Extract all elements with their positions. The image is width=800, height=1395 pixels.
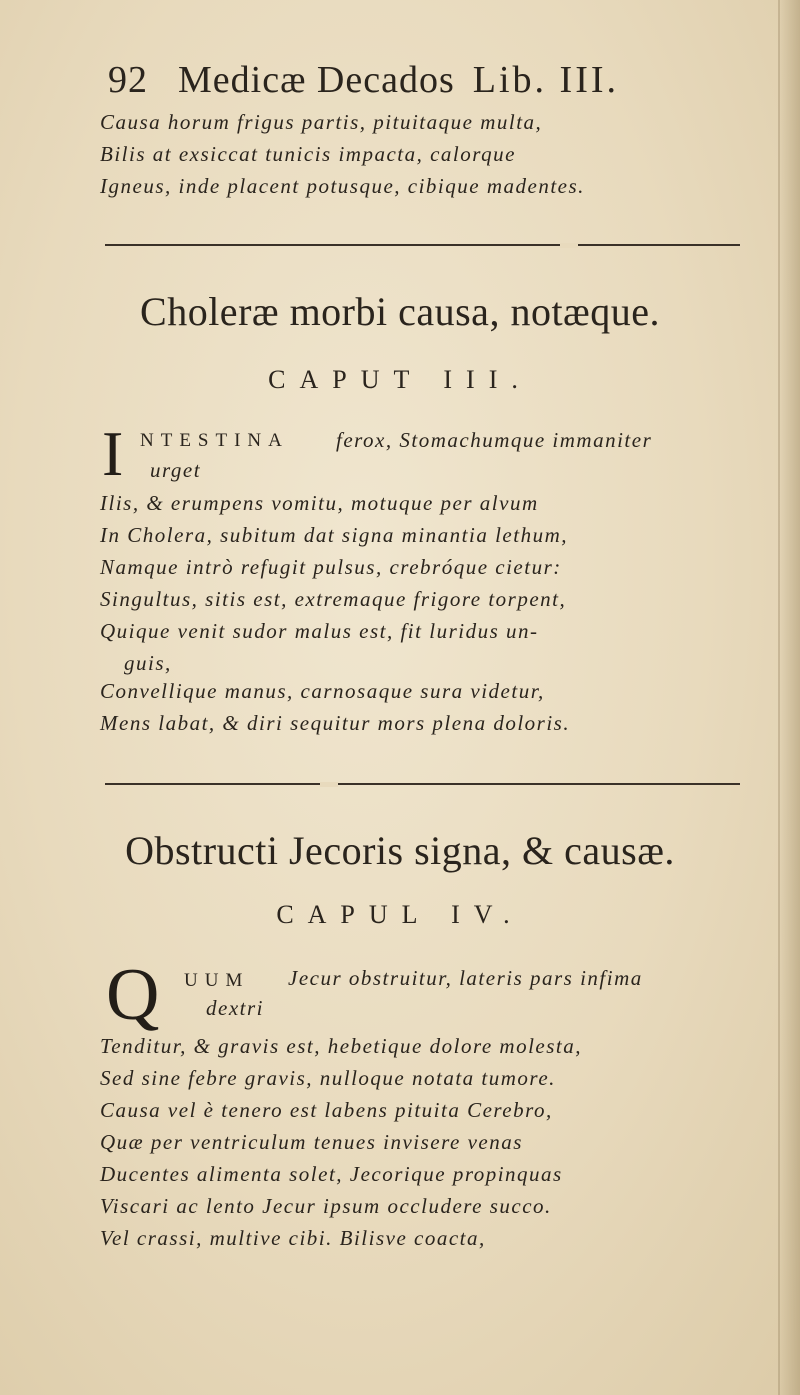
chapter4-verses	[100, 1030, 760, 1254]
page-number: 92	[108, 59, 148, 101]
verse-top	[100, 106, 760, 202]
chapter-title: Choleræ morbi causa, notæque.	[140, 289, 660, 334]
drop-cap: I	[102, 418, 124, 489]
verse-line: Sed sine febre gravis, nulloque notata tumore.	[100, 1066, 556, 1090]
verse-line: Bilis at exsiccat tunicis impacta, calorque	[100, 142, 516, 166]
verse-line: Tenditur, & gravis est, hebetique dolore molesta,	[100, 1034, 583, 1058]
first-word-caps: NTESTINA	[140, 430, 289, 451]
verse-line: Singultus, sitis est, extremaque frigore torpent,	[100, 587, 567, 611]
verse-line: Ducentes alimenta solet, Jecorique propinquas	[100, 1162, 563, 1186]
verse-line: Quæ per ventriculum tenues invisere venas	[100, 1130, 523, 1154]
drop-cap: Q	[106, 954, 160, 1036]
verse-line: Causa vel è tenero est labens pituita Cerebro,	[100, 1098, 553, 1122]
verse-line: Viscari ac lento Jecur ipsum occludere succo.	[100, 1194, 552, 1218]
verse-line: Vel crassi, multive cibi. Bilisve coacta,	[100, 1226, 486, 1250]
verse-line: Mens labat, & diri sequitur mors plena doloris.	[100, 711, 571, 735]
verse-line: Causa horum frigus partis, pituitaque multa,	[100, 110, 543, 134]
verse-line: In Cholera, subitum dat signa minantia lethum,	[100, 523, 568, 547]
verse-line: Namque intrò refugit pulsus, crebróque cietur:	[100, 555, 562, 579]
section-divider	[105, 244, 740, 246]
first-line-text: ferox, Stomachumque immaniter	[336, 428, 653, 452]
verse-line: Igneus, inde placent potusque, cibique madentes.	[100, 174, 585, 198]
verse-line: Quique venit sudor malus est, fit luridus un-	[100, 619, 539, 643]
first-line-wrap: dextri	[206, 996, 264, 1020]
first-word-caps: UUM	[184, 970, 250, 991]
chapter-title: Obstructi Jecoris signa, & causæ.	[125, 828, 675, 873]
chapter3-verses	[100, 487, 760, 739]
chapter-heading: CAPUL IV.	[276, 900, 524, 929]
section-divider	[105, 783, 740, 785]
running-header	[108, 58, 698, 102]
chapter-heading: CAPUT III.	[268, 365, 532, 394]
header-title: Medicæ Decados	[178, 59, 455, 101]
page-edge-shadow	[778, 0, 800, 1395]
first-line-text: Jecur obstruitur, lateris pars infima	[288, 966, 643, 990]
first-line-wrap: urget	[150, 458, 202, 482]
verse-line: Convellique manus, carnosaque sura videtur,	[100, 679, 545, 703]
verse-line: Ilis, & erumpens vomitu, motuque per alvum	[100, 491, 539, 515]
page-edge-line	[778, 0, 780, 1395]
verse-line-wrap: guis,	[124, 651, 172, 675]
header-book: Lib. III.	[472, 59, 619, 101]
